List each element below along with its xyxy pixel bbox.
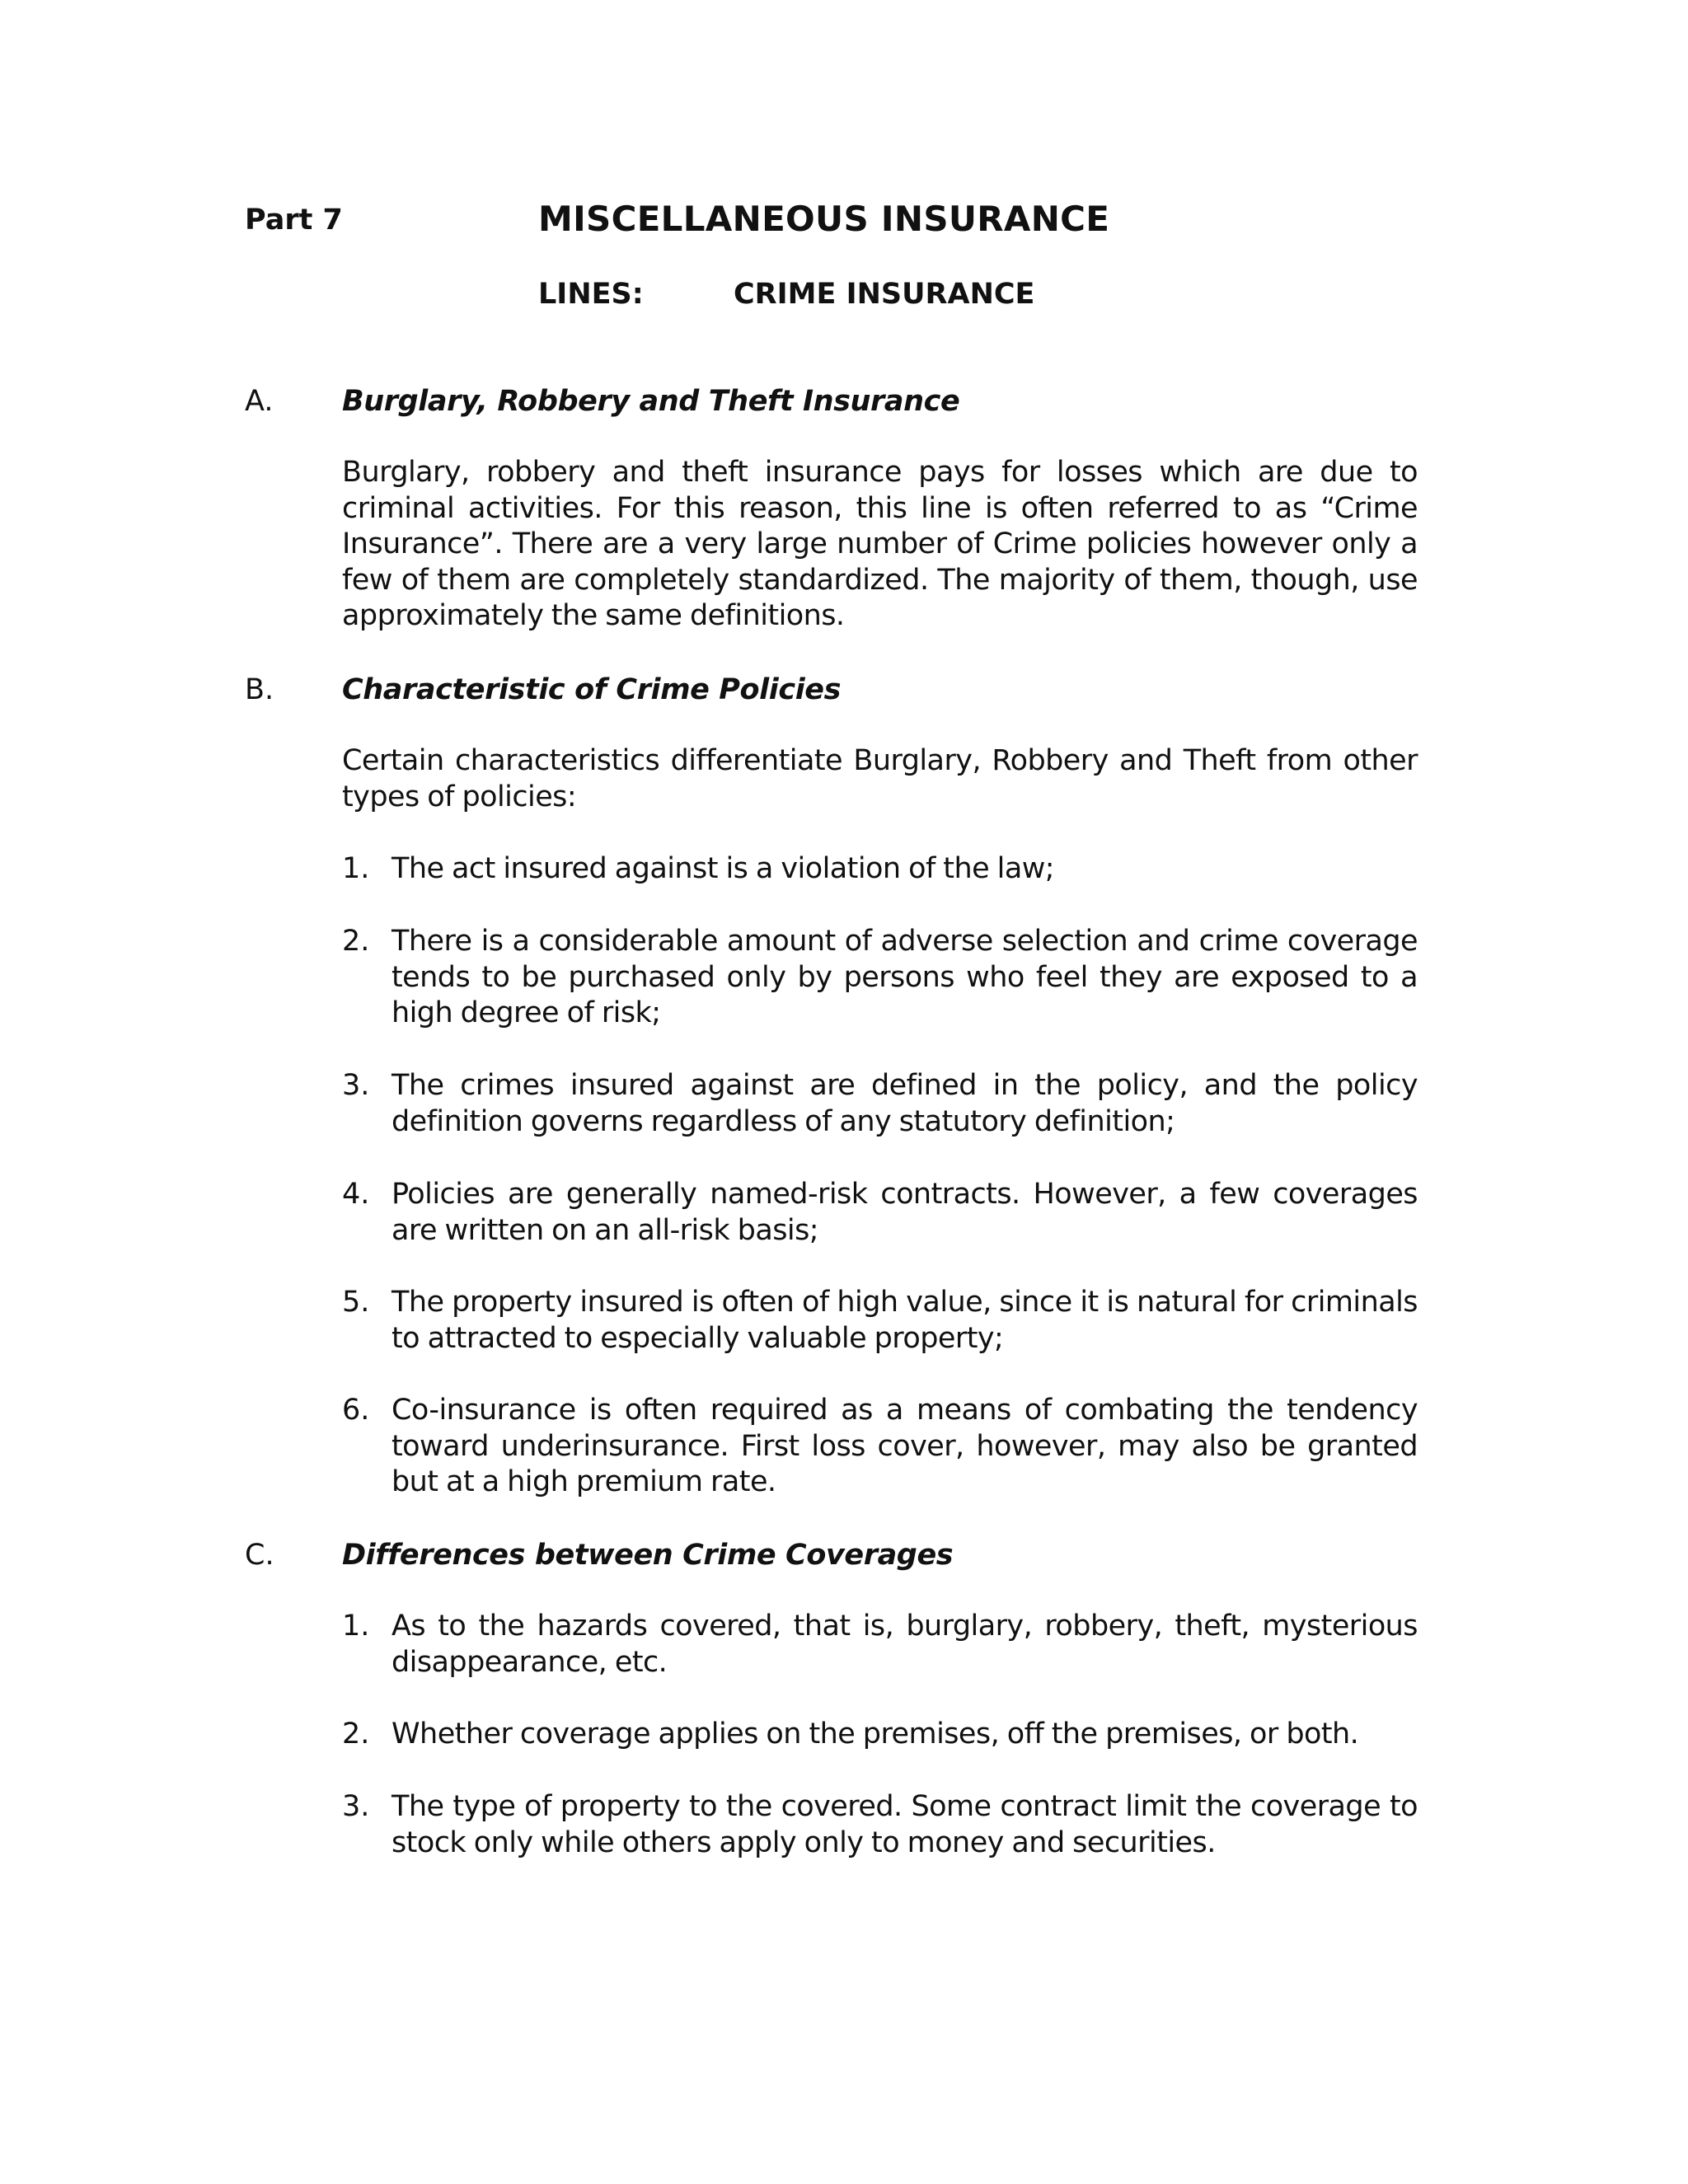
list-item-number: 3. xyxy=(342,1790,370,1823)
list-item-number: 1. xyxy=(342,1610,370,1643)
section-a-paragraph: Burglary, robbery and theft insurance pays for losses which are due to criminal activities. For this reason, this line is often referred to as “Crime Insurance”. There are a very large number of Crime policies however only a few of them are completely standardized. The majority of them, though, use approximately the same definitions. xyxy=(342,456,1418,633)
section-a-letter: A. xyxy=(245,385,274,418)
list-item-text: As to the hazards covered, that is, burglary, robbery, theft, mysterious disappearance, etc. xyxy=(392,1610,1418,1679)
list-item xyxy=(342,924,1418,1032)
list-item xyxy=(342,1609,1418,1680)
list-item-number: 1. xyxy=(342,852,370,885)
list-item xyxy=(342,851,1418,888)
part-number: Part 7 xyxy=(245,204,343,237)
lines-label: LINES: xyxy=(538,278,644,311)
list-item-text: Co-insurance is often required as a means of combating the tendency toward underinsurance. First loss cover, however, may also be granted but at a high premium rate. xyxy=(392,1394,1418,1499)
section-b-heading: Characteristic of Crime Policies xyxy=(342,673,842,706)
list-item xyxy=(342,1393,1418,1501)
section-c-heading: Differences between Crime Coverages xyxy=(342,1539,954,1572)
list-item-text: Whether coverage applies on the premises, off the premises, or both. xyxy=(392,1718,1359,1750)
list-item xyxy=(342,1789,1418,1861)
list-item-text: The act insured against is a violation of the law; xyxy=(392,852,1055,885)
list-item-number: 2. xyxy=(342,1718,370,1750)
section-b-paragraph: Certain characteristics differentiate Burglary, Robbery and Theft from other types of policies: xyxy=(342,744,1418,813)
list-item-text: Policies are generally named-risk contracts. However, a few coverages are written on an all-risk basis; xyxy=(392,1178,1418,1247)
list-item xyxy=(342,1068,1418,1140)
list-item xyxy=(342,1717,1418,1753)
list-item-number: 5. xyxy=(342,1286,370,1319)
list-item-text: There is a considerable amount of adverse selection and crime coverage tends to be purchased only by persons who feel they are exposed to a high degree of risk; xyxy=(392,925,1418,1030)
section-c-letter: C. xyxy=(245,1539,274,1572)
list-item-text: The type of property to the covered. Some contract limit the coverage to stock only while others apply only to money and securities. xyxy=(392,1790,1418,1859)
list-item-number: 6. xyxy=(342,1394,370,1427)
lines-value: CRIME INSURANCE xyxy=(734,278,1035,311)
list-item-number: 3. xyxy=(342,1069,370,1102)
list-item-text: The crimes insured against are defined in the policy, and the policy definition governs regardless of any statutory definition; xyxy=(392,1069,1418,1138)
section-a-heading: Burglary, Robbery and Theft Insurance xyxy=(342,385,960,418)
section-b-letter: B. xyxy=(245,673,274,706)
list-item-number: 2. xyxy=(342,925,370,958)
list-item xyxy=(342,1285,1418,1357)
page-title: MISCELLANEOUS INSURANCE xyxy=(538,199,1110,239)
list-item xyxy=(342,1177,1418,1249)
list-item-number: 4. xyxy=(342,1178,370,1211)
list-item-text: The property insured is often of high value, since it is natural for criminals to attracted to especially valuable property; xyxy=(392,1286,1418,1355)
